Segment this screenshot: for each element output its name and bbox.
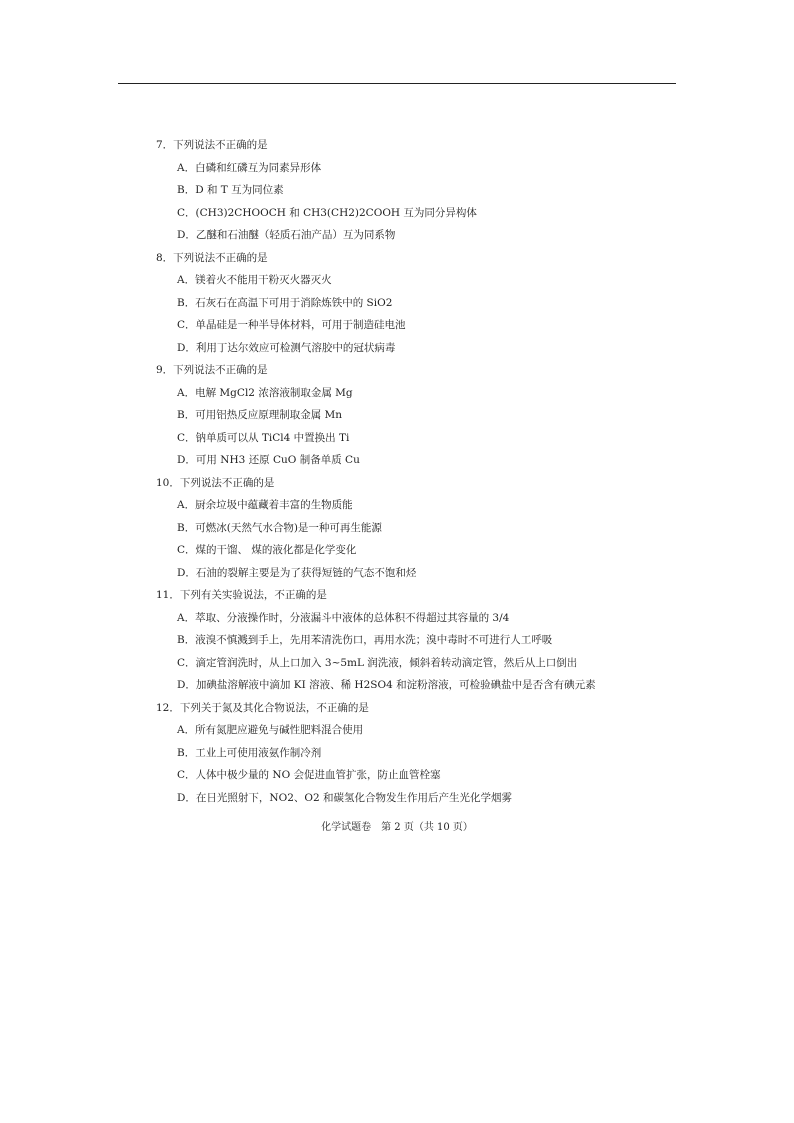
question-stem: 8．下列说法不正确的是 (156, 251, 268, 264)
question-stem: 7．下列说法不正确的是 (156, 139, 268, 151)
option: A．所有氮肥应避免与碱性肥料混合使用 (177, 724, 364, 736)
option: C．单晶硅是一种半导体材料，可用于制造硅电池 (177, 319, 406, 331)
option: A．萃取、分液操作时，分液漏斗中液体的总体积不得超过其容量的 3/4 (177, 611, 510, 624)
option: B．可用铝热反应原理制取金属 Mn (177, 409, 343, 421)
option: C．人体中极少量的 NO 会促进血管扩张，防止血管栓塞 (177, 769, 441, 781)
question-list (156, 134, 716, 809)
option: C．(CH3)2CHOOCH 和 CH3(CH2)2COOH 互为同分异构体 (177, 206, 477, 219)
option: B．可燃冰(天然气水合物)是一种可再生能源 (177, 521, 382, 534)
option: D．可用 NH3 还原 CuO 制备单质 Cu (177, 454, 360, 466)
option: D．加碘盐溶解液中滴加 KI 溶液、稀 H2SO4 和淀粉溶液，可检验碘盐中是否含有碘元素 (177, 679, 596, 691)
option: B．液溴不慎溅到手上，先用苯清洗伤口，再用水洗；溴中毒时不可进行人工呼吸 (177, 634, 553, 646)
option: C．滴定管润洗时，从上口加入 3~5mL 润洗液，倾斜着转动滴定管，然后从上口倒出 (177, 656, 578, 669)
page-footer: 化学试题卷 第 2 页（共 10 页） (321, 822, 473, 833)
option: A．镁着火不能用干粉灭火器灭火 (177, 274, 332, 286)
option: B．D 和 T 互为同位素 (177, 184, 284, 196)
option: A．白磷和红磷互为同素异形体 (177, 161, 322, 174)
header-rule (118, 83, 676, 84)
option: D．在日光照射下，NO2、O2 和碳氢化合物发生作用后产生光化学烟雾 (177, 791, 513, 804)
option: B．石灰石在高温下可用于消除炼铁中的 SiO2 (177, 296, 393, 309)
option: D．利用丁达尔效应可检测气溶胶中的冠状病毒 (177, 341, 396, 354)
question-stem: 11．下列有关实验说法，不正确的是 (156, 589, 327, 601)
option: D．石油的裂解主要是为了获得短链的气态不饱和烃 (177, 566, 417, 579)
option: C．钠单质可以从 TiCl4 中置换出 Ti (177, 431, 350, 444)
question-stem: 12．下列关于氮及其化合物说法，不正确的是 (156, 701, 369, 714)
option: D．乙醚和石油醚（轻质石油产品）互为同系物 (177, 229, 396, 241)
option: A．厨余垃圾中蕴藏着丰富的生物质能 (177, 499, 353, 511)
option: C．煤的干馏、 煤的液化都是化学变化 (177, 544, 357, 556)
option: A．电解 MgCl2 浓溶液制取金属 Mg (177, 386, 353, 399)
question-stem: 10．下列说法不正确的是 (156, 476, 275, 489)
question-stem: 9．下列说法不正确的是 (156, 364, 268, 376)
option: B．工业上可使用液氨作制冷剂 (177, 746, 322, 759)
